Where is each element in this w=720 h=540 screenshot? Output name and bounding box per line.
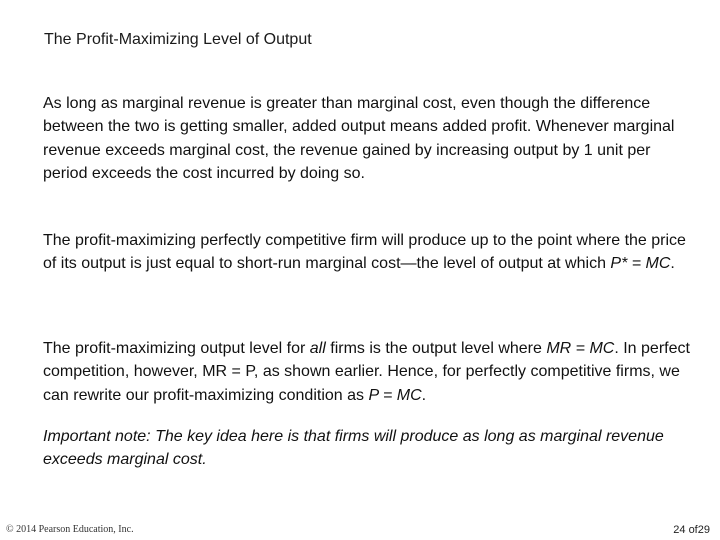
page-indicator [673, 523, 710, 537]
paragraph-marginal-revenue: As long as marginal revenue is greater than marginal cost, even though the difference between the two is getting smaller, added output means added profit. Whenever marginal revenue exceeds marginal cost, the revenue gained by increasing output by 1 unit per period exceeds the cost incurred by doing so. [43, 95, 675, 183]
paragraph-end: . [421, 386, 427, 404]
paragraph-text: The profit-maximizing output level for [43, 340, 310, 357]
page-number: 24 [673, 524, 686, 536]
equation-mr-mc: MR = MC [546, 340, 615, 357]
slide-title: The Profit-Maximizing Level of Output [44, 31, 312, 48]
footer-copyright: © 2014 Pearson Education, Inc. [6, 524, 134, 535]
paragraph-text: . In perfect competition, however, MR = P, as shown earlier. Hence, for perfectly competitive firms, we can rewrite our profit-maximizing condition as [43, 340, 690, 404]
page-total: 29 [697, 524, 710, 536]
equation-p-star-mc: P* = MC [610, 255, 671, 273]
paragraph-important-note: Important note: The key idea here is that firms will produce as long as marginal revenue exceeds marginal cost. [43, 428, 664, 469]
equation-p-mc: P = MC [368, 386, 422, 404]
page-of-label: of [688, 524, 698, 536]
paragraph-all-firms [43, 337, 693, 407]
paragraph-text: firms is the output level where [325, 340, 547, 357]
emphasis-all: all [309, 340, 326, 357]
paragraph-competitive-firm [43, 229, 693, 276]
paragraph-text: The profit-maximizing perfectly competitive firm will produce up to the point where the price of its output is just equal to short-run marginal cost—the level of output at which [43, 232, 686, 273]
paragraph-end: . [670, 255, 675, 273]
